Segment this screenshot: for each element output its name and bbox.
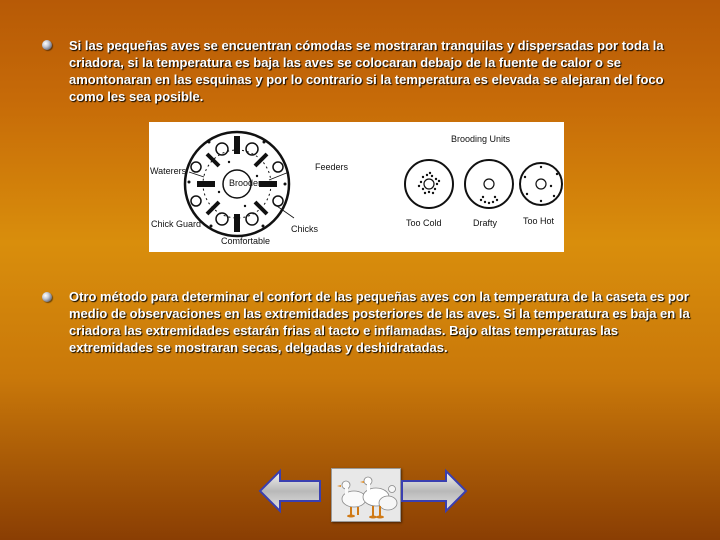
next-slide-button[interactable] xyxy=(400,468,468,514)
arrow-left-icon xyxy=(258,468,322,514)
paragraph-2: Otro método para determinar el confort de las pequeñas aves con la temperatura de la caseta es por medio de observaciones en las extremidades posteriores de las aves. Si la temperatura es baja en la criadora las extremidades estarán frias al tacto e inflamadas. Bajo altas temperaturas las extremidades se mostraran secas, delgadas y deshidratadas. xyxy=(69,289,690,355)
too-cold-label: Too Cold xyxy=(406,218,442,228)
bullet-icon xyxy=(42,292,52,302)
too-cold-brooder xyxy=(405,160,453,208)
chick-guard-label: Chick Guard xyxy=(151,219,202,229)
geese-picture-icon xyxy=(332,469,400,521)
too-hot-label: Too Hot xyxy=(523,216,555,226)
drafty-brooder xyxy=(465,160,513,208)
waterers-label: Waterers xyxy=(150,166,187,176)
brooding-units-diagram xyxy=(149,122,564,252)
chicks-label: Chicks xyxy=(291,224,319,234)
bullet-icon xyxy=(42,40,52,50)
home-button[interactable] xyxy=(331,468,401,522)
drafty-label: Drafty xyxy=(473,218,498,228)
too-hot-brooder xyxy=(520,163,562,205)
comfortable-label: Comfortable xyxy=(221,236,271,246)
previous-slide-button[interactable] xyxy=(258,468,322,514)
svg-text:Brooder: Brooder xyxy=(229,178,262,188)
feeders-label: Feeders xyxy=(315,162,349,172)
brooding-units-title: Brooding Units xyxy=(451,134,511,144)
paragraph-1: Si las pequeñas aves se encuentran cómodas se mostraran tranquilas y dispersadas por toda la criadora, si la temperatura es baja las aves se colocaran debajo de la fuente de calor o se amontonaran en las esquinas y por lo contrario si la temperatura es elevada se alejaran del foco como les sea posible. xyxy=(69,38,664,104)
arrow-right-icon xyxy=(400,468,468,514)
